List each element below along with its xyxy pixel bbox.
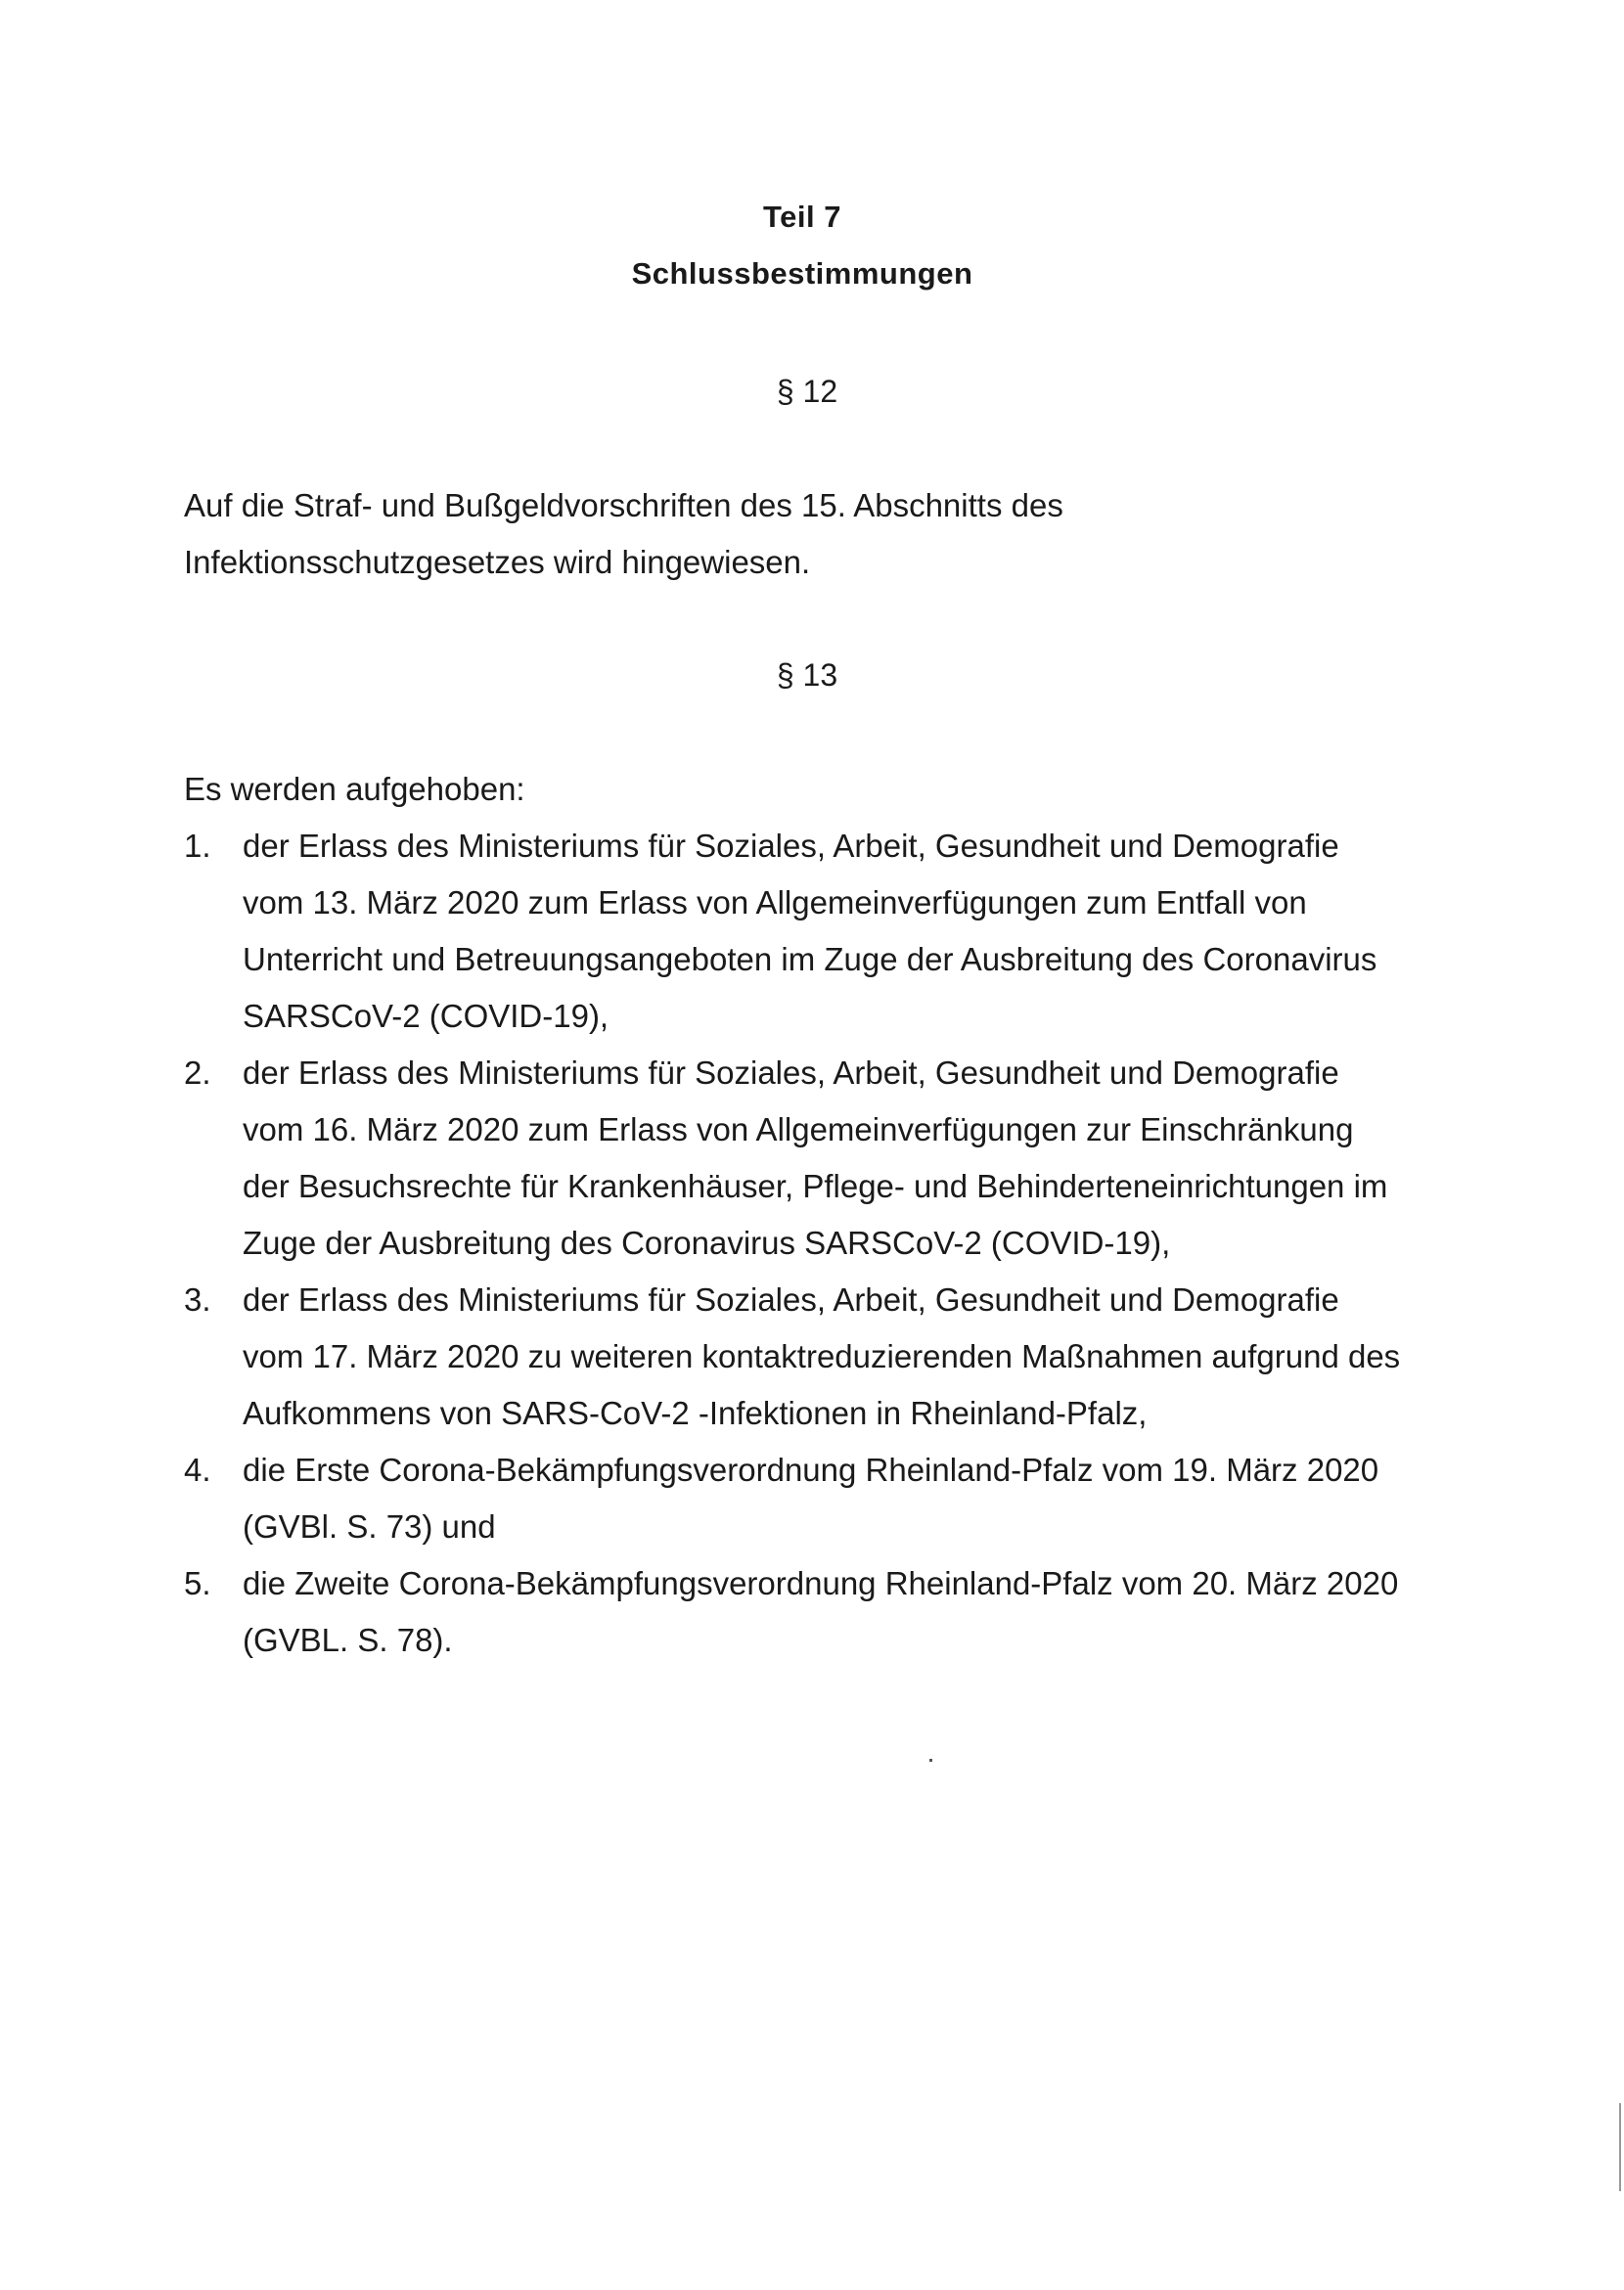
section-12-text-line: Auf die Straf- und Bußgeldvorschriften des 15. Abschnitts des [184, 487, 1063, 523]
section-13-intro: Es werden aufgehoben: [184, 771, 525, 807]
list-item-line: die Erste Corona-Bekämpfungsverordnung Rheinland-Pfalz vom 19. März 2020 [243, 1452, 1379, 1488]
repeal-list-item [184, 818, 1475, 1045]
section-12-text-line: Infektionsschutzgesetzes wird hingewiesen. [184, 544, 811, 580]
list-item-line: Unterricht und Betreuungsangeboten im Zuge der Ausbreitung des Coronavirus [243, 941, 1377, 977]
section-12-sign: § 12 [776, 374, 838, 409]
section-12-text [184, 477, 1475, 591]
repeal-list-item [184, 1045, 1475, 1272]
repeal-list-item [184, 1555, 1475, 1669]
list-item-line: Zuge der Ausbreitung des Coronavirus SARSCoV-2 (COVID-19), [243, 1225, 1171, 1261]
list-item-number: 5. [184, 1565, 211, 1601]
list-item-line: SARSCoV-2 (COVID-19), [243, 998, 609, 1034]
list-item-line: die Zweite Corona-Bekämpfungsverordnung Rheinland-Pfalz vom 20. März 2020 [243, 1565, 1399, 1601]
list-item-line: der Besuchsrechte für Krankenhäuser, Pflege- und Behinderteneinrichtungen im [243, 1168, 1388, 1204]
scan-edge-mark [1619, 2103, 1621, 2191]
list-item-line: vom 16. März 2020 zum Erlass von Allgemeinverfügungen zur Einschränkung [243, 1111, 1354, 1147]
list-item-line: vom 13. März 2020 zum Erlass von Allgemeinverfügungen zum Entfall von [243, 884, 1307, 920]
repeal-list-item [184, 1272, 1475, 1442]
part-label: Teil 7 [763, 200, 841, 234]
repeal-list-item [184, 1442, 1475, 1555]
list-item-number: 1. [184, 828, 211, 864]
part-title: Schlussbestimmungen [631, 256, 973, 291]
list-item-line: der Erlass des Ministeriums für Soziales, Arbeit, Gesundheit und Demografie [243, 1281, 1339, 1318]
list-item-number: 2. [184, 1055, 211, 1091]
list-item-line: (GVBl. S. 73) und [243, 1508, 496, 1545]
section-13-sign: § 13 [776, 657, 838, 693]
list-item-line: Aufkommens von SARS-CoV-2 -Infektionen in Rheinland-Pfalz, [243, 1395, 1148, 1431]
list-item-line: (GVBL. S. 78). [243, 1622, 453, 1658]
list-item-line: vom 17. März 2020 zu weiteren kontaktreduzierenden Maßnahmen aufgrund des [243, 1338, 1401, 1374]
list-item-line: der Erlass des Ministeriums für Soziales, Arbeit, Gesundheit und Demografie [243, 828, 1339, 864]
scan-speck [929, 1759, 932, 1762]
list-item-number: 3. [184, 1281, 211, 1318]
list-item-line: der Erlass des Ministeriums für Soziales, Arbeit, Gesundheit und Demografie [243, 1055, 1339, 1091]
list-item-number: 4. [184, 1452, 211, 1488]
repeal-list [184, 818, 1475, 1669]
